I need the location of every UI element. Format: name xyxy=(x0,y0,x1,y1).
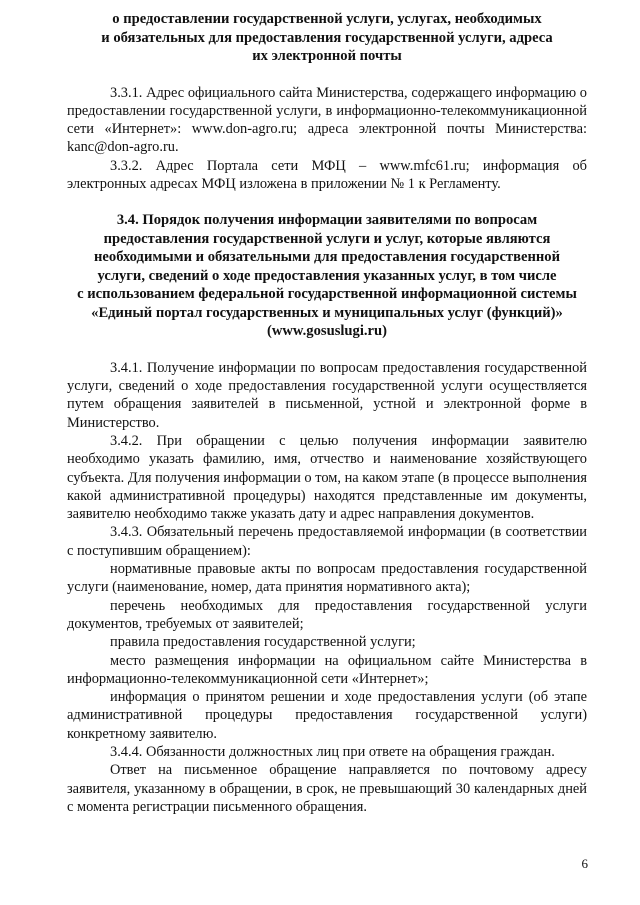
section-3-4-title xyxy=(67,211,587,341)
paragraph-3-3-2: 3.3.2. Адрес Портала сети МФЦ – www.mfc61.ru; информация об электронных адресах МФЦ изложена в приложении № 1 к Регламенту. xyxy=(67,157,587,192)
paragraph-3-4-4: 3.4.4. Обязанности должностных лиц при ответе на обращения граждан. xyxy=(110,744,555,761)
section-title-line: с использованием федеральной государственной информационной системы xyxy=(77,286,577,303)
document-page xyxy=(67,10,587,816)
paragraph-3-3-1: 3.3.1. Адрес официального сайта Министерства, содержащего информацию о предоставлении государственной услуги, в информационно-телекоммуникационной сети «Интернет»: www.don-agro.ru; адреса электронной почты Министерства: kanc@don-agro.ru. xyxy=(67,84,587,156)
section-title-line: услуги, сведений о ходе предоставления указанных услуг, в том числе xyxy=(97,267,557,284)
paragraph-written-reply: Ответ на письменное обращение направляется по почтовому адресу заявителя, указанному в обращении, в срок, не превышающий 30 календарных дней с момента регистрации письменного обращения. xyxy=(67,762,587,815)
list-item-documents: перечень необходимых для предоставления государственной услуги документов, требуемых от заявителей; xyxy=(67,597,587,632)
section-3-3 xyxy=(67,84,587,194)
paragraph-3-4-1: 3.4.1. Получение информации по вопросам предоставления государственной услуги, сведений о ходе предоставления государственной услуги осуществляется путем обращения заявителей в письменной, устной и электронной форме в Министерство. xyxy=(67,359,587,431)
section-3-4-body xyxy=(67,359,587,816)
paragraph-3-4-3: 3.4.3. Обязательный перечень предоставляемой информации (в соответствии с поступившим обращением): xyxy=(67,524,587,559)
section-title-line: 3.4. Порядок получения информации заявителями по вопросам xyxy=(116,212,538,229)
header-line: о предоставлении государственной услуги, услугах, необходимых xyxy=(112,11,542,27)
section-header xyxy=(67,10,587,66)
page-number: 6 xyxy=(581,856,588,871)
paragraph-3-4-2: 3.4.2. При обращении с целью получения информации заявителю необходимо указать фамилию, имя, отчество и наименование хозяйствующего субъекта. Для получения информации о том, на каком этапе (в процессе выполнения какой административной процедуры) находятся представленные им документы, заявителю необходимо также указать дату и адрес направления документов. xyxy=(67,432,587,523)
section-title-line: «Единый портал государственных и муниципальных услуг (функций)» xyxy=(91,304,563,321)
list-item-decision: информация о принятом решении и ходе предоставления услуги (об этапе административной процедуры предоставления государственной услуги) конкретному заявителю. xyxy=(67,689,587,742)
list-item-rules: правила предоставления государственной услуги; xyxy=(110,634,416,651)
header-line: их электронной почты xyxy=(252,48,402,64)
section-title-line: предоставления государственной услуги и услуг, которые являются xyxy=(103,230,551,247)
section-title-line: необходимыми и обязательными для предоставления государственной xyxy=(94,249,560,266)
header-line: и обязательных для предоставления государственной услуги, адреса xyxy=(101,29,553,46)
list-item-normative-acts: нормативные правовые акты по вопросам предоставления государственной услуги (наименование, номер, дата принятия нормативного акта); xyxy=(67,561,587,596)
section-title-line: (www.gosuslugi.ru) xyxy=(266,323,387,340)
list-item-website: место размещения информации на официальном сайте Министерства в информационно-телекоммуникационной сети «Интернет»; xyxy=(67,652,587,687)
